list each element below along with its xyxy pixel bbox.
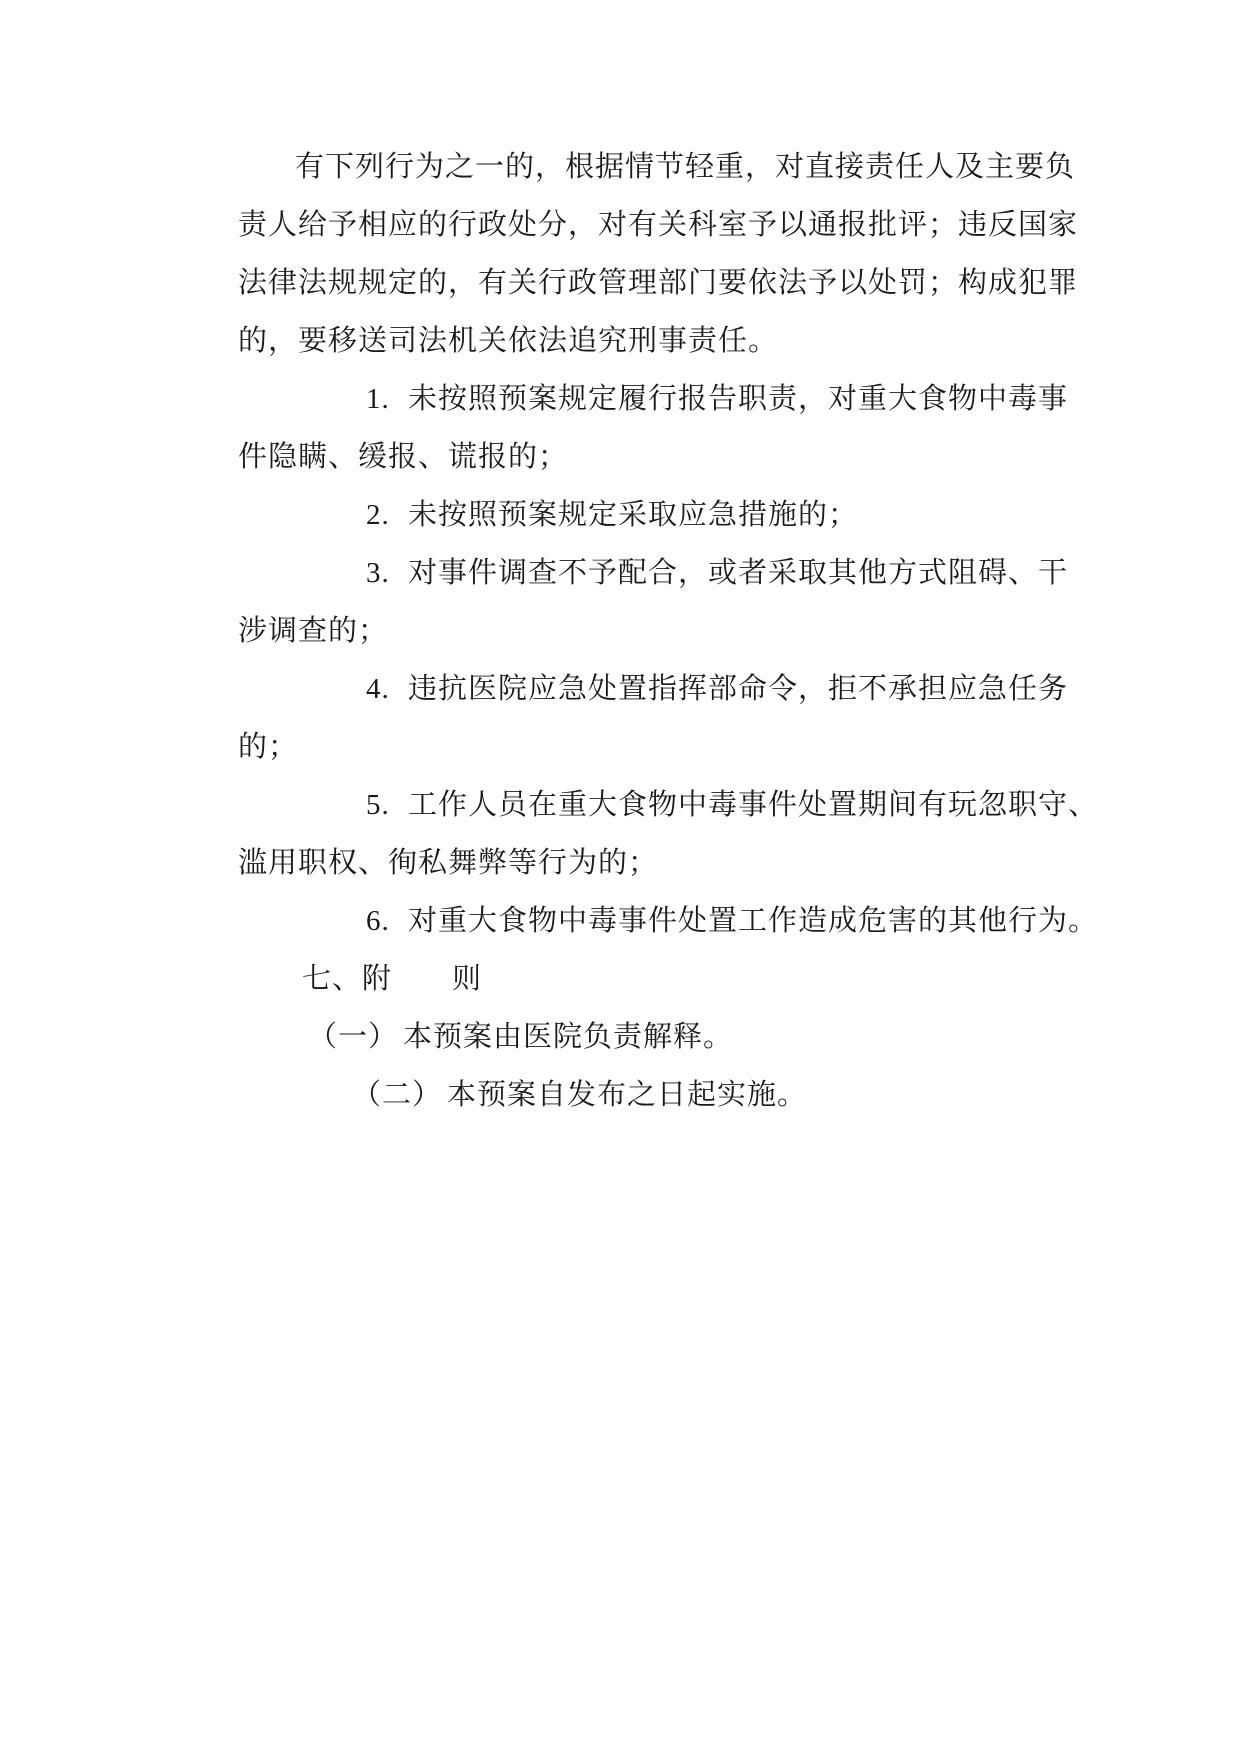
item-text: 对重大食物中毒事件处置工作造成危害的其他行为。 [408, 903, 1099, 937]
list-item-5 [366, 786, 1098, 823]
sub-item-number: （二） [352, 1077, 443, 1111]
sub-item-text: 本预案由医院负责解释。 [403, 1019, 734, 1053]
item-number: 6. [366, 905, 390, 937]
item-text: 未按照预案规定履行报告职责，对重大食物中毒事 [408, 381, 1069, 415]
sub-item-1 [308, 1018, 733, 1054]
intro-line-2: 责人给予相应的行政处分，对有关科室予以通报批评；违反国家 [238, 207, 1079, 241]
sub-item-text: 本预案自发布之日起实施。 [447, 1077, 808, 1111]
item-text: 未按照预案规定采取应急措施的； [408, 497, 859, 531]
list-item-1-cont: 件隐瞒、缓报、谎报的； [238, 439, 569, 473]
item-text: 工作人员在重大食物中毒事件处置期间有玩忽职守、 [408, 787, 1099, 821]
item-number: 1. [366, 383, 390, 415]
item-number: 3. [366, 557, 390, 589]
list-item-4-cont: 的； [238, 729, 299, 763]
sub-item-number: （一） [308, 1019, 399, 1053]
list-item-3 [366, 554, 1068, 591]
intro-line-1: 有下列行为之一的，根据情节轻重，对直接责任人及主要负 [295, 149, 1076, 183]
item-number: 2. [366, 499, 390, 531]
intro-line-4: 的，要移送司法机关依法追究刑事责任。 [238, 323, 779, 357]
item-number: 4. [366, 673, 390, 705]
list-item-5-cont: 滥用职权、徇私舞弊等行为的； [238, 845, 659, 879]
list-item-6 [366, 902, 1098, 939]
item-number: 5. [366, 789, 390, 821]
list-item-4 [366, 670, 1068, 707]
section-heading: 七、附 则 [302, 961, 483, 995]
list-item-1 [366, 380, 1068, 417]
item-text: 对事件调查不予配合，或者采取其他方式阻碍、干 [408, 555, 1069, 589]
sub-item-2 [352, 1076, 807, 1112]
list-item-3-cont: 涉调查的； [238, 613, 389, 647]
list-item-2 [366, 496, 858, 533]
item-text: 违抗医院应急处置指挥部命令，拒不承担应急任务 [408, 671, 1069, 705]
intro-line-3: 法律法规规定的，有关行政管理部门要依法予以处罚；构成犯罪 [238, 265, 1079, 299]
